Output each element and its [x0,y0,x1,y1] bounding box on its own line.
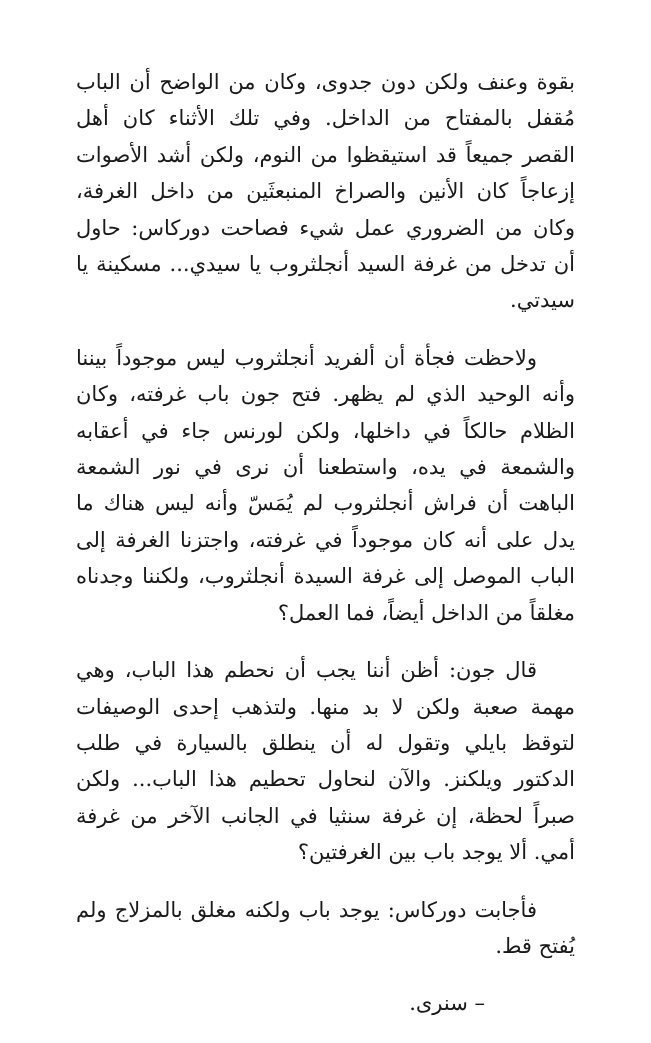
closing-line: – سنرى. [409,991,485,1016]
paragraph-1: بقوة وعنف ولكن دون جدوى، وكان من الواضح أن الباب مُقفل بالمفتاح من الداخل. وفي تلك الأثناء كان أهل القصر جميعاً قد استيقظوا من النوم، ولكن أشد الأصوات إزعاجاً كان الأنين والصراخ المنبعثَين من داخل الغرفة، وكان من الضروري عمل شيء فصاحت دوركاس: حاول أن تدخل من غرفة السيد أنجلثروب يا سيدي... مسكينة يا سيدتي. [76,70,575,313]
text-body [76,64,575,1043]
paragraph-4: فأجابت دوركاس: يوجد باب ولكنه مغلق بالمزلاج ولم يُفتح قط. [76,897,575,958]
paragraph-3: قال جون: أظن أننا يجب أن نحطم هذا الباب، وهي مهمة صعبة ولكن لا بد منها. ولتذهب إحدى الوصيفات لتوقظ بايلي وتقول له أن ينطلق بالسيارة في طلب الدكتور ويلكنز. والآن لنحاول تحطيم هذا الباب... ولكن صبراً لحظة، إن غرفة سنثيا في الجانب الآخر من غرفة أمي. ألا يوجد باب بين الغرفتين؟ [76,658,575,865]
paragraph-2: ولاحظت فجأة أن ألفريد أنجلثروب ليس موجوداً بيننا وأنه الوحيد الذي لم يظهر. فتح جون باب غرفته، وكان الظلام حالكاً في داخلها، ولكن لورنس جاء في أعقابه والشمعة في يده، واستطعنا أن نرى في نور الشمعة الباهت أن فراش أنجلثروب لم يُمَسّ وأنه ليس هناك ما يدل على أنه كان موجوداً في غرفته، واجتزنا الغرفة إلى الباب الموصل إلى غرفة السيدة أنجلثروب، ولكننا وجدناه مغلقاً من الداخل أيضاً، فما العمل؟ [76,345,575,625]
